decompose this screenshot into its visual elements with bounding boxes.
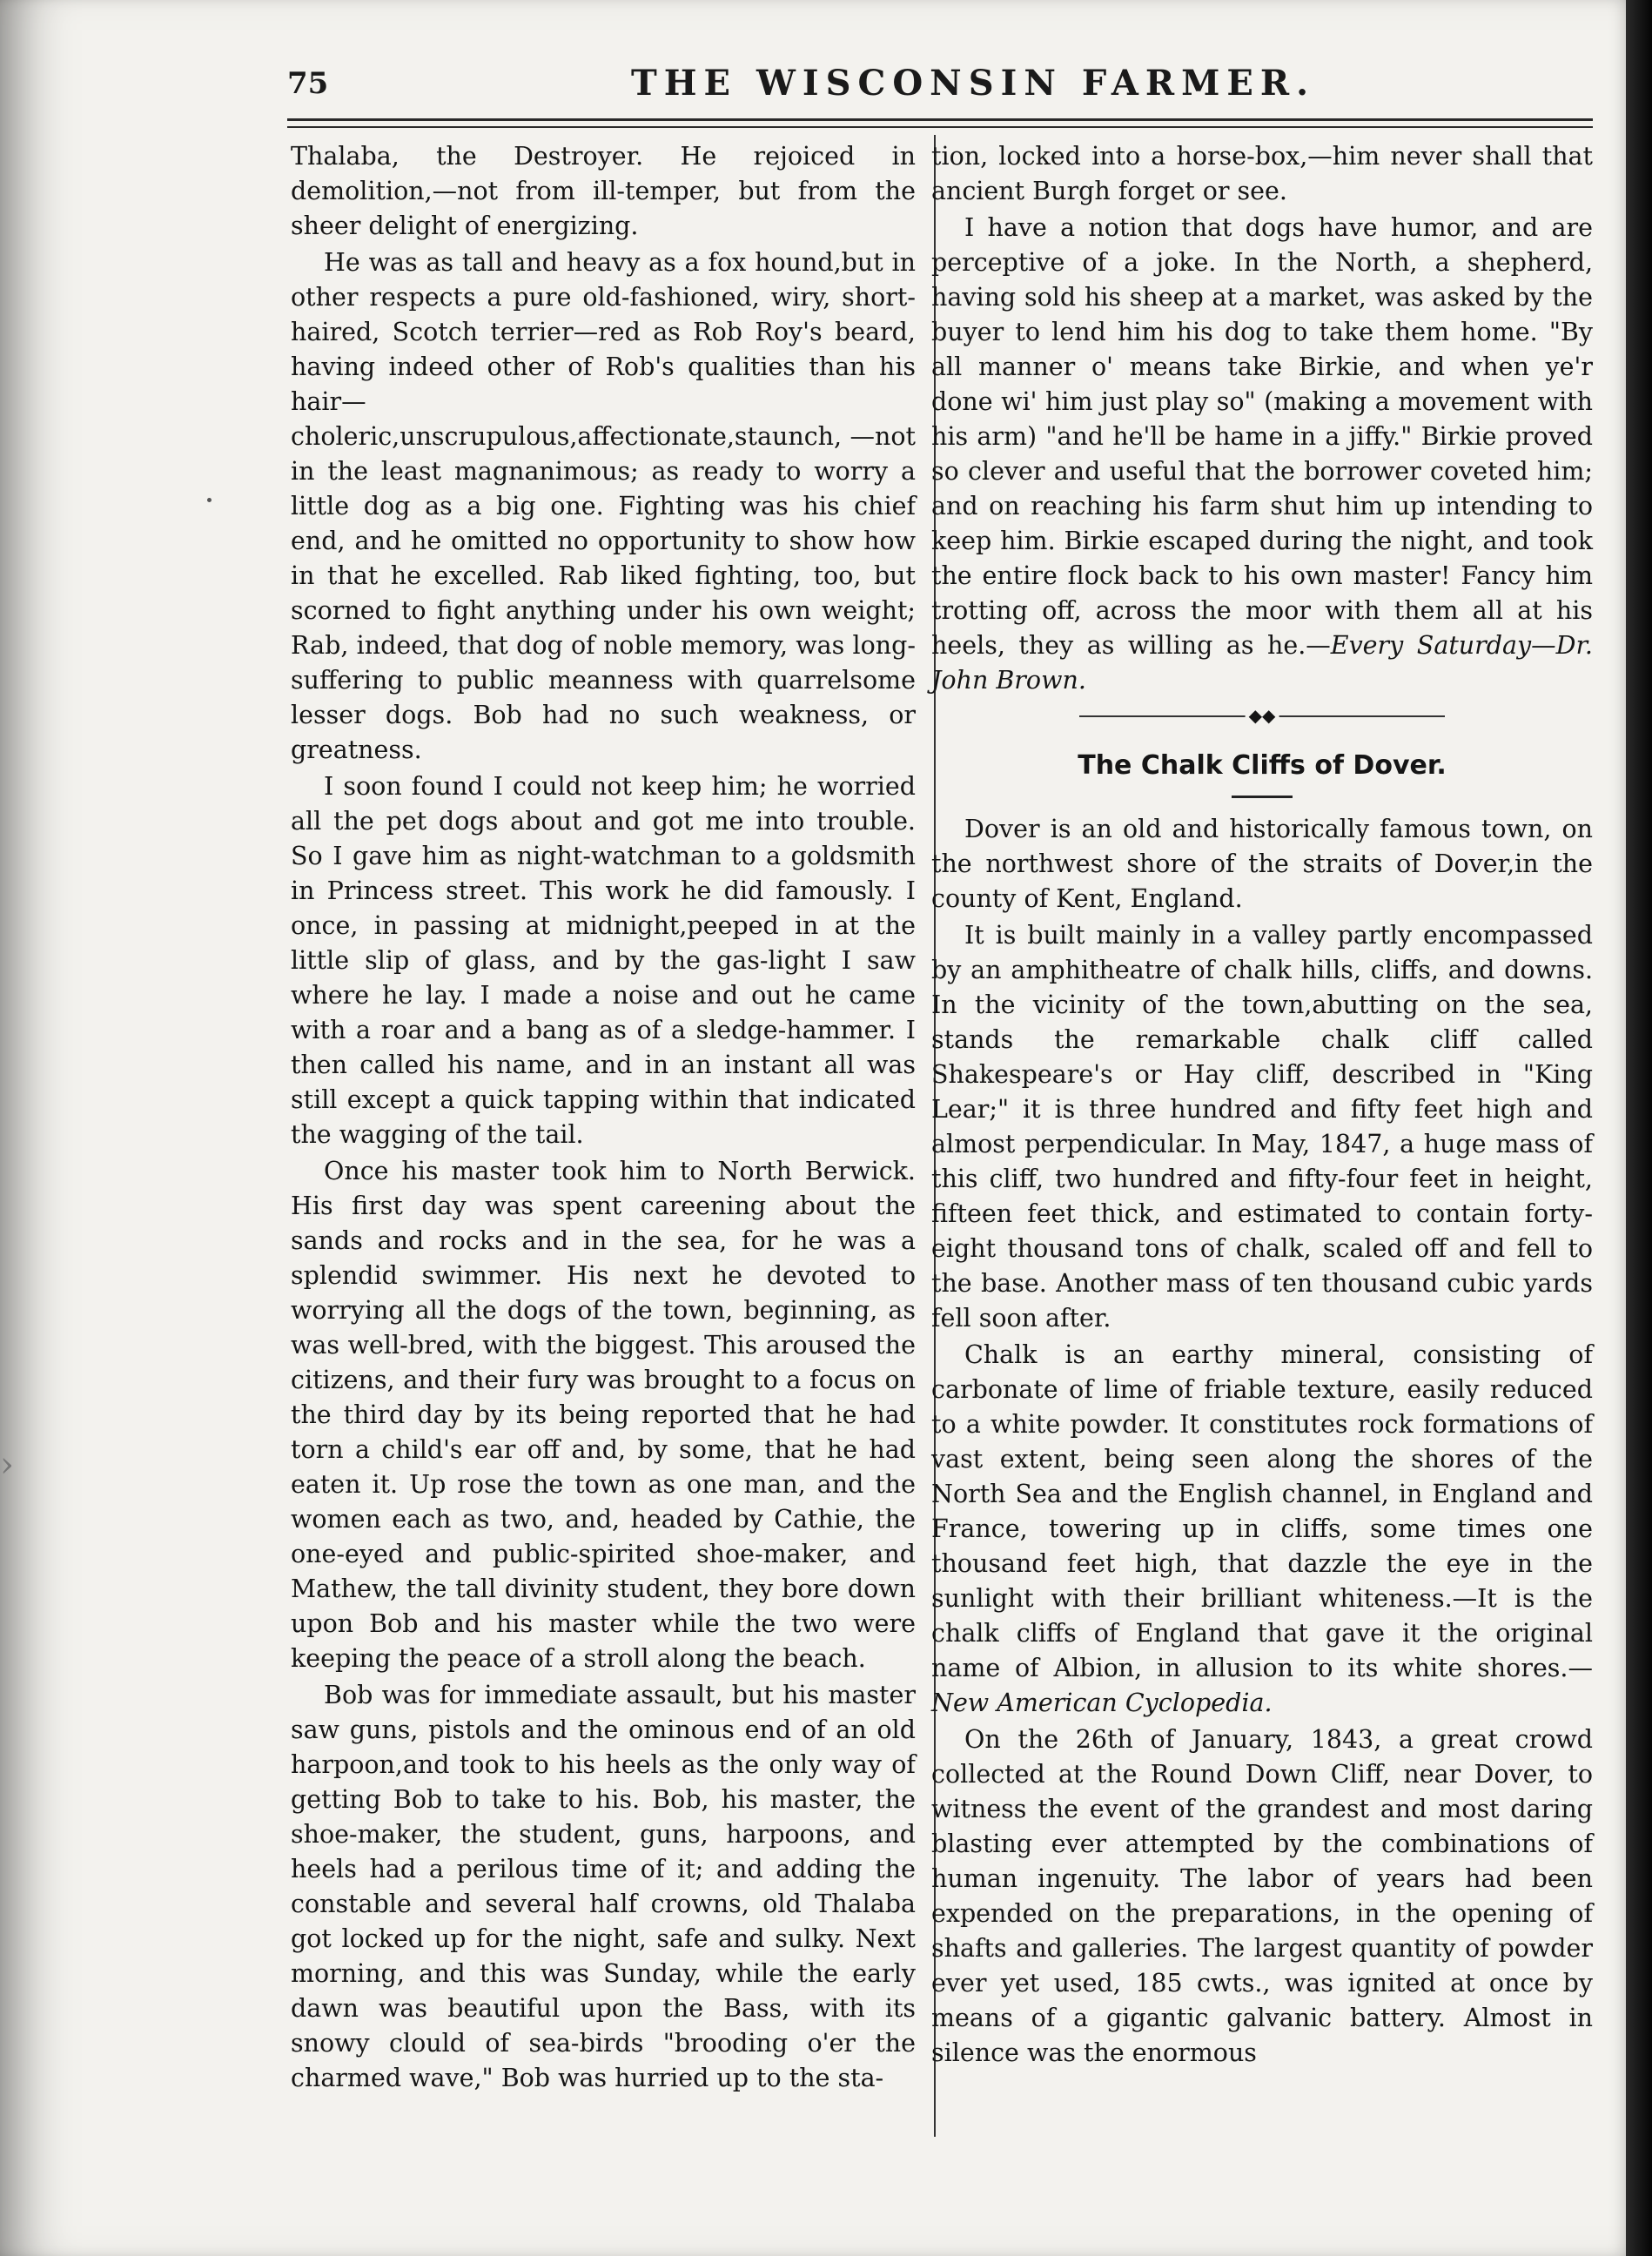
margin-mark: › [0,1445,14,1485]
section-ornament [931,705,1593,726]
paragraph: Thalaba, the Destroyer. He rejoiced in demolition,—not from ill-temper, but from the sheer delight of energizing. [291,142,916,240]
paragraph: I soon found I could not keep him; he worried all the pet dogs about and got me into trouble. So I gave him as night-watchman to a goldsmith in Princess street. This work he did famously. I once, in passing at midnight,peeped in at the little slip of glass, and by the gas-light I saw where he lay. I made a noise and out he came with a roar and a bang as of a sledge-hammer. I then called his name, and in an instant all was still except a quick tapping within that indicated the wagging of the tail. [291,772,916,1149]
paragraph: He was as tall and heavy as a fox hound,but in other respects a pure old-fashioned, wiry, short-haired, Scotch terrier—red as Rob Roy's beard, having indeed other of Rob's qualities than his hair—choleric,unscrupulous,affectionate,staunch, —not in the least magnanimous; as ready to worry a little dog as a big one. Fighting was his chief end, and he omitted no opportunity to show how in that he excelled. Rab liked fighting, too, but scorned to fight anything under his own weight; Rab, indeed, that dog of noble memory, was long-suffering to public meanness with quarrelsome lesser dogs. Bob had no such weakness, or greatness. [291,248,916,764]
paragraph [931,211,1593,698]
title-rule [1232,796,1293,798]
right-column [931,139,1593,2072]
paragraph-text: Chalk is an earthy mineral, consisting of carbonate of lime of friable texture, easily reduced to a white powder. It constitutes rock formations of vast extent, being seen along the shores of the North Sea and the English channel, in England and France, towering up in cliffs, some times one thousand feet high, that dazzle the eye in the sunlight with their brilliant whiteness.—It is the chalk cliffs of England that gave it the original name of Albion, in allusion to its white shores.— [931,1340,1593,1682]
header-rule [287,118,1593,121]
page-number: 75 [287,66,329,101]
paragraph [931,1338,1593,1721]
left-column [291,139,916,2098]
paragraph: Once his master took him to North Berwick. His first day was spent careening about the sands and rocks and in the sea, for he was a splendid swimmer. His next he devoted to worrying all the dogs of the town, beginning, as was well-bred, with the biggest. This aroused the citizens, and their fury was brought to a focus on the third day by its being reported that he had torn a child's ear off and, by some, that he had eaten it. Up rose the town as one man, and the women each as two, and, headed by Cathie, the one-eyed and public-spirited shoe-maker, and Mathew, the tall divinity student, they bore down upon Bob and his master while the two were keeping the peace of a stroll along the beach. [291,1157,916,1673]
source-citation: New American Cyclopedia. [931,1689,1273,1717]
paragraph-text: I have a notion that dogs have humor, and are perceptive of a joke. In the North, a shepherd, having sold his sheep at a market, was asked by the buyer to lend him his dog to take them home. "By all manner o' means take Birkie, and when ye'r done wi' him just play so" (making a movement with his arm) "and he'll be hame in a jiffy." Birkie proved so clever and useful that the borrower coveted him; and on reaching his farm shut him up intending to keep him. Birkie escaped during the night, and took the entire flock back to his own master! Fancy him trotting off, across the moor with them all at his heels, they as willing as he.— [931,213,1593,660]
paragraph: Bob was for immediate assault, but his master saw guns, pistols and the ominous end of an old harpoon,and took to his heels as the only way of getting Bob to take to his. Bob, his master, the shoe-maker, the student, guns, harpoons, and heels had a perilous time of it; and adding the constable and several half crowns, old Thalaba got locked up for the night, safe and sulky. Next morning, and this was Sunday, while the early dawn was beautiful upon the Bass, with its snowy clould of sea-birds "brooding o'er the charmed wave," Bob was hurried up to the sta- [291,1681,916,2092]
scan-speck [207,498,212,502]
article-title: The Chalk Cliffs of Dover. [1078,750,1447,781]
paragraph: On the 26th of January, 1843, a great crowd collected at the Round Down Cliff, near Dover, to witness the event of the grandest and most daring blasting ever attempted by the combinations of human ingenuity. The labor of years had been expended on the preparations, in the opening of shafts and galleries. The largest quantity of powder ever yet used, 185 cwts., was ignited at once by means of a gigantic galvanic battery. Almost in silence was the enormous [931,1725,1593,2067]
ornament-glyph: ◆◆ [1246,707,1279,724]
paragraph: Dover is an old and historically famous town, on the northwest shore of the straits of Dover,in the county of Kent, England. [931,815,1593,913]
paragraph: tion, locked into a horse-box,—him never shall that ancient Burgh forget or see. [931,142,1593,205]
source-citation: Every Saturday—Dr. John Brown. [931,631,1593,695]
paragraph: It is built mainly in a valley partly encompassed by an amphitheatre of chalk hills, cliffs, and downs. In the vicinity of the town,abutting on the sea, stands the remarkable chalk cliff called Shakespeare's or Hay cliff, described in "King Lear;" it is three hundred and fifty feet high and almost perpendicular. In May, 1847, a huge mass of this cliff, two hundred and fifty-four feet in height, fifteen feet thick, and estimated to contain forty-eight thousand tons of chalk, scaled off and fell to the base. Another mass of ten thousand cubic yards fell soon after. [931,921,1593,1333]
header-rule-secondary [287,126,1593,128]
scan-edge [1626,0,1652,2256]
running-title: THE WISCONSIN FARMER. [631,63,1316,104]
page-header [287,63,1575,115]
